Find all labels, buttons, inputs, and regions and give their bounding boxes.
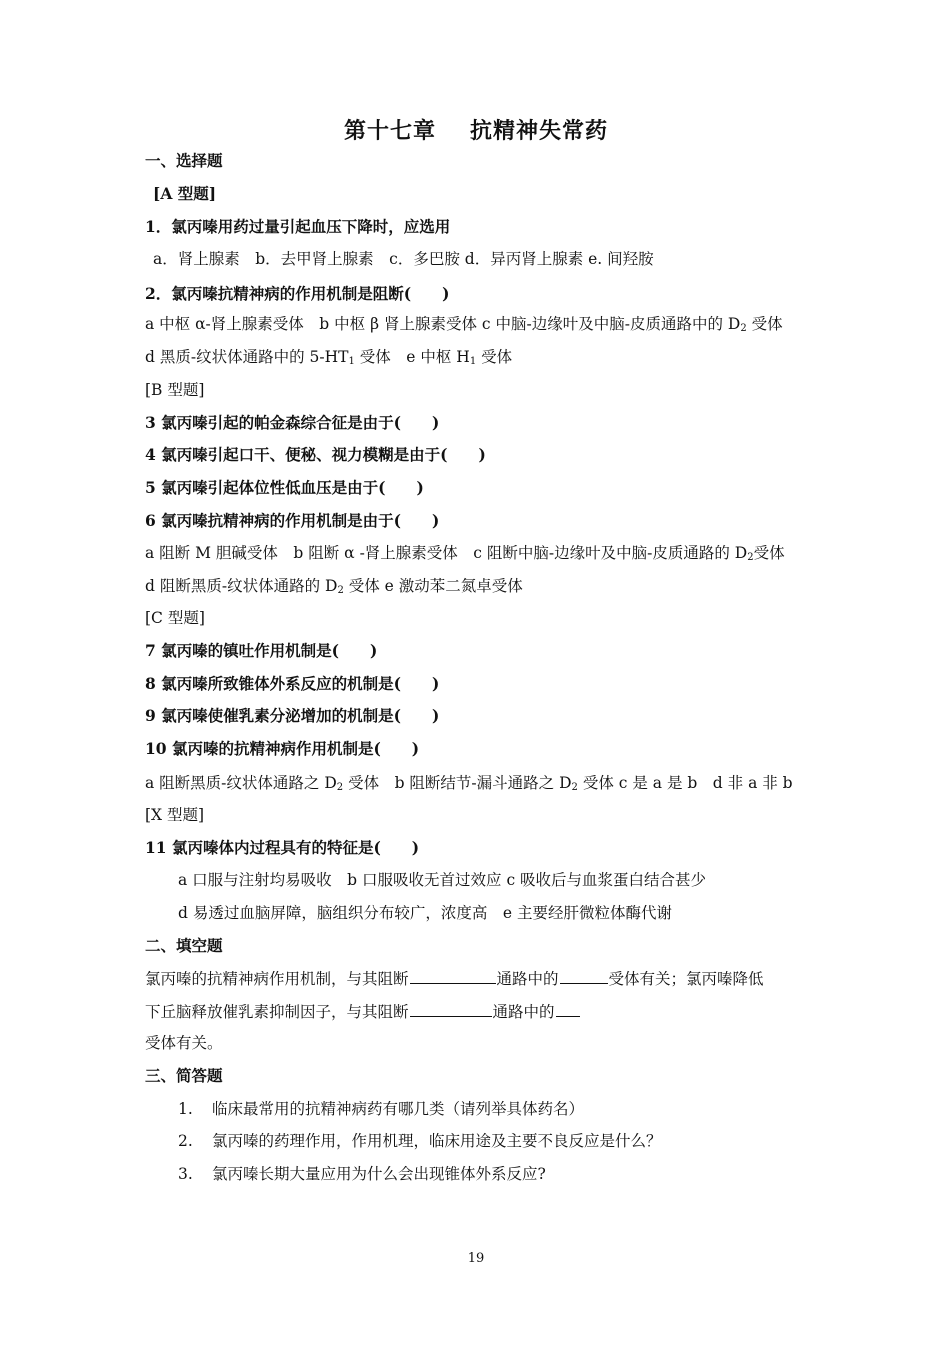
short-answer-2: 2. 氯丙嗪的药理作用，作用机理，临床用途及主要不良反应是什么？ <box>178 1132 662 1150</box>
fill-line-1: 氯丙嗪的抗精神病作用机制，与其阻断 通路中的 受体有关；氯丙嗪降低 <box>145 970 764 988</box>
chapter-number: 第十七章 <box>343 118 436 144</box>
short-answer-1: 1. 临床最常用的抗精神病药有哪几类（请列举具体药名） <box>178 1100 585 1118</box>
fill-blank-1[interactable] <box>410 968 496 984</box>
question-6-options-line1: a 阻断 M 胆碱受体 b 阻断 α -肾上腺素受体 c 阻断中脑-边缘叶及中脑-皮质通路的 $D_2$受体 <box>145 544 785 563</box>
question-10-options: a 阻断黑质-纹状体通路之 $D_2$ 受体 b 阻断结节-漏斗通路之 $D_2$ 受体 c 是 a 是 b d 非 a 非 b <box>145 774 793 793</box>
question-9: 9 氯丙嗪使催乳素分泌增加的机制是( ) <box>145 706 440 725</box>
question-8: 8 氯丙嗪所致锥体外系反应的机制是( ) <box>145 674 440 693</box>
question-5: 5 氯丙嗪引起体位性低血压是由于( ) <box>145 478 424 497</box>
question-2: 2．氯丙嗪抗精神病的作用机制是阻断( ) <box>145 284 450 303</box>
question-4: 4 氯丙嗪引起口干、便秘、视力模糊是由于( ) <box>145 445 486 464</box>
fill-line-3: 受体有关。 <box>145 1034 223 1052</box>
page-number: 19 <box>467 1251 485 1266</box>
question-7: 7 氯丙嗪的镇吐作用机制是( ) <box>145 641 378 660</box>
question-6: 6 氯丙嗪抗精神病的作用机制是由于( ) <box>145 511 440 530</box>
section-short-answer-heading: 三、简答题 <box>145 1066 223 1085</box>
fill-blank-3[interactable] <box>410 1001 492 1017</box>
question-10: 10 氯丙嗪的抗精神病作用机制是( ) <box>145 739 420 758</box>
question-11: 11 氯丙嗪体内过程具有的特征是( ) <box>145 838 420 857</box>
question-11-options-line1: a 口服与注射均易吸收 b 口服吸收无首过效应 c 吸收后与血浆蛋白结合甚少 <box>178 871 707 889</box>
section-fill-heading: 二、填空题 <box>145 936 223 955</box>
question-6-options-line2: d 阻断黑质-纹状体通路的 $D_2$ 受体 e 激动苯二氮卓受体 <box>145 577 523 596</box>
section-choice-heading: 一、选择题 <box>145 151 223 170</box>
question-2-options-line2: d 黑质-纹状体通路中的 $5-HT_1$ 受体 e 中枢 $H_1$ 受体 <box>145 348 513 367</box>
short-answer-3: 3. 氯丙嗪长期大量应用为什么会出现锥体外系反应? <box>178 1165 546 1183</box>
fill-blank-2[interactable] <box>560 968 608 984</box>
question-11-options-line2: d 易透过血脑屏障，脑组织分布较广，浓度高 e 主要经肝微粒体酶代谢 <box>178 904 672 922</box>
fill-blank-4[interactable] <box>556 1001 580 1017</box>
type-x-heading: [X 型题] <box>145 806 205 824</box>
chapter-name: 抗精神失常药 <box>470 118 609 144</box>
type-b-heading: [B 型题] <box>145 381 205 399</box>
type-a-heading: [A 型题] <box>153 184 217 203</box>
type-c-heading: [C 型题] <box>145 609 205 627</box>
chapter-title <box>0 114 952 145</box>
question-3: 3 氯丙嗪引起的帕金森综合征是由于( ) <box>145 413 440 432</box>
fill-line-2: 下丘脑释放催乳素抑制因子，与其阻断 通路中的 <box>145 1001 581 1022</box>
question-2-options-line1: a 中枢 α-肾上腺素受体 b 中枢 β 肾上腺素受体 c 中脑-边缘叶及中脑-皮质通路中的 $D_2$ 受体 <box>145 315 783 334</box>
question-1: 1．氯丙嗪用药过量引起血压下降时，应选用 <box>145 217 451 236</box>
question-1-options: a．肾上腺素 b．去甲肾上腺素 c．多巴胺 d．异丙肾上腺素 e. 间羟胺 <box>153 250 654 268</box>
